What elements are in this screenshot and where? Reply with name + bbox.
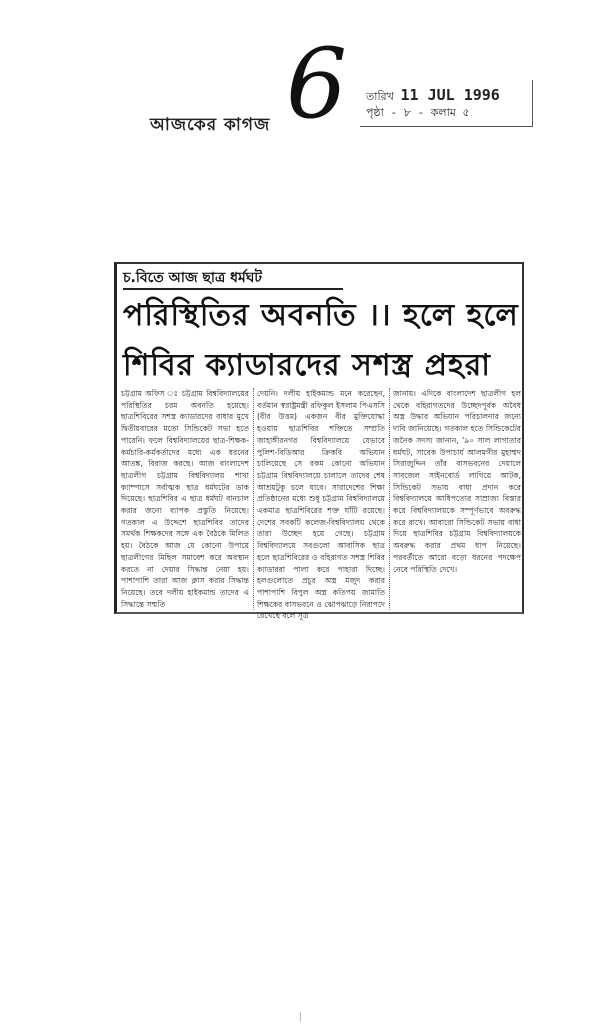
stamp-column-label: কলাম — [430, 106, 456, 119]
stamp-date-label: তারিখ — [366, 90, 394, 103]
stamp-date: 11 JUL 1996 — [400, 86, 500, 104]
news-clipping — [114, 262, 524, 621]
stamp-page-row: পৃষ্ঠা - ৮ - কলাম ৫ — [366, 106, 470, 119]
date-stamp — [360, 80, 533, 127]
article-column-2: দেয়নি। দলীয় হাইকমান্ড মনে করেছেন, বর্তমান স্বরাষ্ট্রমন্ত্রী রফিকুল ইসলাম পিএসসি (বীর উত্তম) একজন বীর মুক্তিযোদ্ধা হওয়ায় ছাত্রশিবির শক্তিতে সম্প্রতি জাহাঙ্গীরনগর বিশ্ববিদ্যালয়ে যেভাবে পুলিশ-বিডিআর ক্রিকবি অভিযান চালিয়েছে সে রকম কোনো অভিযান চট্টগ্রাম বিশ্ববিদ্যালয়ে চালালে তাদের শেষ আশ্রয়টুকু চলে যাবে। সারাদেশের শিক্ষা প্রতিষ্ঠানের মধ্যে শুধু চট্টগ্রাম বিশ্ববিদ্যালয়ে একমাত্র ছাত্রশিবিরের শক্ত ঘাঁটি রয়েছে। দেশের সবকটি কলেজ-বিশ্ববিদ্যালয় থেকে তারা উচ্ছেদ হয়ে গেছে। চট্টগ্রাম বিশ্ববিদ্যালয়ে সবগুলো আবাসিক ছাত্র হলে ছাত্রশিবিরের ও বহিরাগত সশস্ত্র শিবির ক্যাডাররা পালা করে পাহারা দিচ্ছে। হলগুলোতে প্রচুর অস্ত্র মজুদ করার পাশাপাশি বিপুল অস্ত্র কতিপয় জামাতি শিক্ষকের বাসভবনে ও ঝোপঝাড়ে নিরাপদে রেখেছে বলে সূত্র — [253, 388, 385, 610]
handwritten-page-number: 6 — [286, 28, 348, 140]
stamp-page: ৮ — [403, 106, 411, 119]
stamp-column: ৫ — [462, 106, 470, 119]
article-headline-line-2: শিবির ক্যাডারদের সশস্ত্র প্রহরা — [123, 348, 491, 383]
article-headline-line-1: পরিস্থিতির অবনতি ।। হলে হলে — [123, 298, 519, 333]
stamp-page-label: পৃষ্ঠা — [366, 106, 384, 119]
article-kicker: চ.বিতে আজ ছাত্র ধর্মঘট — [123, 266, 343, 290]
article-column-1: চট্টগ্রাম অফিস ঃ চট্টগ্রাম বিশ্ববিদ্যালয়ের পরিস্থিতির চরম অবনতি হয়েছে। ছাত্রশিবিরের সশস্ত্র ক্যাডারদের বাধার মুখে দ্বিতীয়বারের মতো সিন্ডিকেট সভা হতে পারেনি। ফলে বিশ্ববিদ্যালয়ের ছাত্র-শিক্ষক-কর্মচারি-কর্মকর্তাদের মধ্যে এক ধরনের আতঙ্ক, বিরাজ করছে। আজ বাংলাদেশ ছাত্রলীগ চট্টগ্রাম বিশ্ববিদ্যালয় শাখা ক্যাম্পাসে সর্বাত্মক ছাত্র ধর্মঘটের ডাক দিয়েছে। ছাত্রশিবির এ ছাত্র ধর্মঘট বানচাল করার জন্যে ব্যাপক প্রস্তুতি নিয়েছে। গতকাল এ উদ্দেশে ছাত্রশিবির তাদের সমর্থক শিক্ষকদের সঙ্গে এক বৈঠকে মিলিত হয়। বৈঠকে আজ যে কোনো উপায়ে ছাত্রলীগের মিছিল সমাবেশ করে অবস্থান করতে না দেয়ার সিদ্ধান্ত নেয়া হয়। পাশাপাশি তারা আজ ক্লাস করার সিদ্ধান্ত নিয়েছে। তবে দলীয় হাইকমান্ড তাদের এ সিদ্ধান্তে সম্মতি — [121, 389, 249, 609]
newspaper-masthead: আজকের কাগজ — [150, 115, 271, 135]
scan-mark — [300, 1012, 301, 1022]
article-body — [121, 388, 521, 621]
article-column-3: জানায়। এদিকে বাংলাদেশ ছাত্রলীগ হল থেকে বহিরাগতদের উচ্ছেদপূর্বক অবৈধ অস্ত্র উদ্ধার অভিযান পরিচালনার জন্যে দাবি জানিয়েছে। গতকাল হতে সিন্ডিকেটের জনৈক সদস্য জানান, '৯০ সাল লাগাতার ধর্মঘট, সাবেক উপাচার্য আলমগীর মুহাম্মদ সিরাজুদ্দিন তাঁর বাসভবনের দেয়ালে সাবজেল সাইনবোর্ড লাগিয়ে আটক, সিন্ডিকেট সভায় বাধা প্রদান করে বিশ্ববিদ্যালয়ে আধিপত্যের সাম্রাজ্য বিস্তার করে বিশ্ববিদ্যালয়কে সম্পূর্ণভাবে অবরুদ্ধ করে রাখে। আবারো সিন্ডিকেট সভায় বাধা দিয়ে ছাত্রশিবির চট্টগ্রাম বিশ্ববিদ্যালয়কে অবরুদ্ধ করার প্রথম ধাপ নিয়েছে। পরবর্তীতে আরো বড়ো ধরনের পদক্ষেপ নেবে পরিস্থিতি দেখে। — [389, 388, 521, 610]
